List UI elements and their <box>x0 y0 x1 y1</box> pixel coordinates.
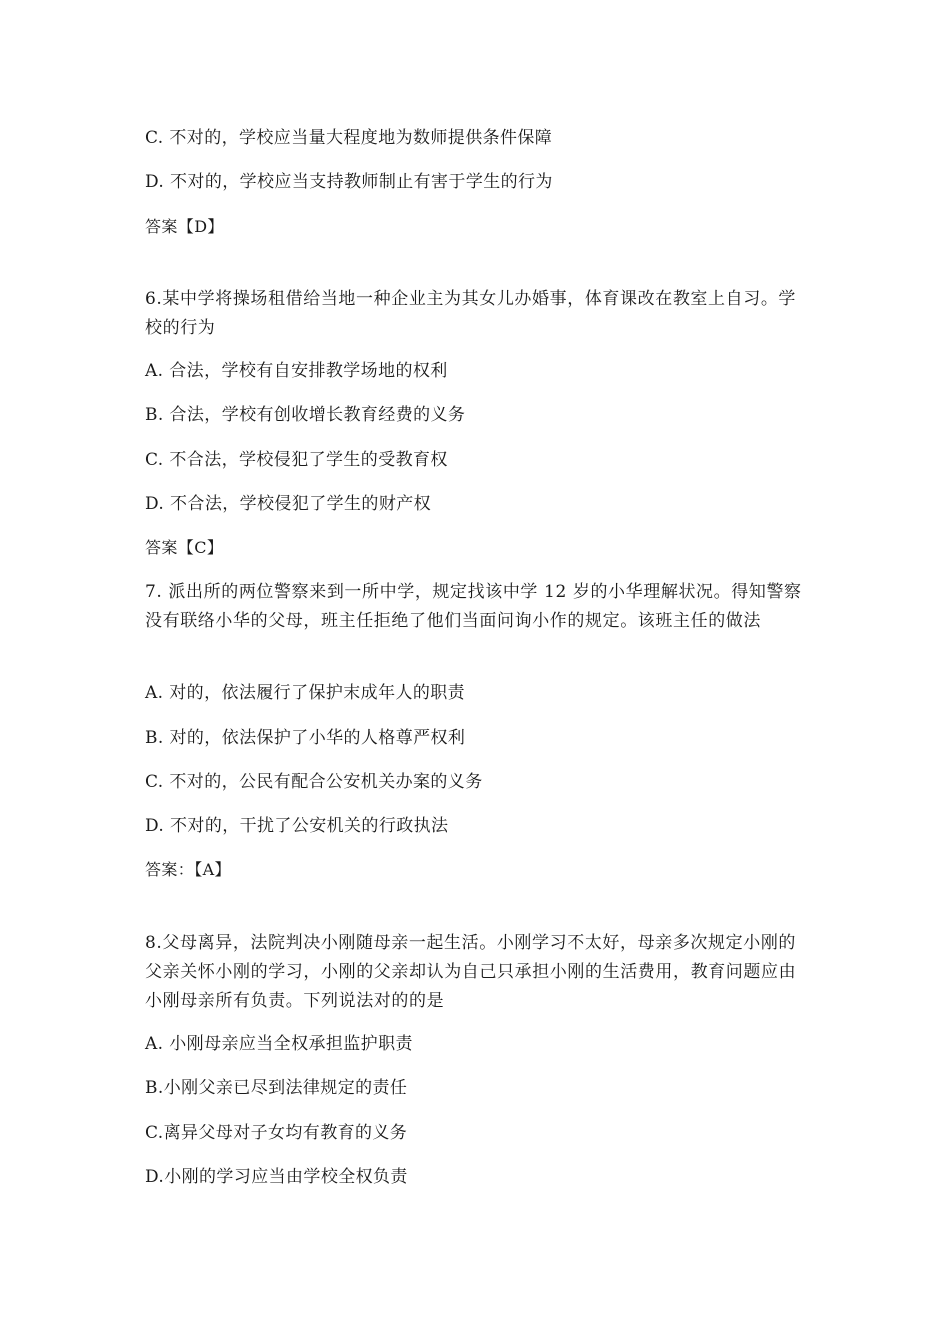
q5-option-c: C. 不对的，学校应当量大程度地为数师提供条件保障 <box>145 128 553 148</box>
q6-answer: 答案【C】 <box>145 538 224 557</box>
q6-option-a: A. 合法，学校有自安排教学场地的权利 <box>145 361 448 381</box>
q5-answer: 答案【D】 <box>145 217 224 236</box>
q8-stem: 8.父母离异，法院判决小刚随母亲一起生活。小刚学习不太好，母亲多次规定小刚的父亲关怀小刚的学习，小刚的父亲却认为自己只承担小刚的生活费用，教育问题应由小刚母亲所有负责。下列说法对的的是 <box>145 933 797 1011</box>
q6-stem: 6.某中学将操场租借给当地一种企业主为其女儿办婚事，体育课改在教室上自习。学校的行为 <box>145 289 797 338</box>
q7-option-d: D. 不对的，干扰了公安机关的行政执法 <box>145 816 449 836</box>
q8-option-d: D.小刚的学习应当由学校全权负责 <box>145 1167 408 1187</box>
q7-answer: 答案：【A】 <box>145 860 231 879</box>
q7-option-a: A. 对的，依法履行了保护末成年人的职责 <box>145 683 466 703</box>
q7-stem: 7. 派出所的两位警察来到一所中学，规定找该中学 12 岁的小华理解状况。得知警察没有联络小华的父母，班主任拒绝了他们当面问询小作的规定。该班主任的做法 <box>145 582 802 631</box>
q5-option-d: D. 不对的，学校应当支持教师制止有害于学生的行为 <box>145 172 553 192</box>
q6-option-b: B. 合法，学校有创收增长教育经费的义务 <box>145 405 466 425</box>
q6-option-d: D. 不合法，学校侵犯了学生的财产权 <box>145 494 432 514</box>
q7-option-c: C. 不对的，公民有配合公安机关办案的义务 <box>145 772 483 792</box>
q6-option-c: C. 不合法，学校侵犯了学生的受教育权 <box>145 450 448 470</box>
q7-option-b: B. 对的，依法保护了小华的人格尊严权利 <box>145 728 466 748</box>
q8-option-a: A. 小刚母亲应当全权承担监护职责 <box>145 1034 413 1054</box>
q8-option-c: C.离异父母对子女均有教育的义务 <box>145 1123 408 1143</box>
q8-option-b: B.小刚父亲已尽到法律规定的责任 <box>145 1078 408 1098</box>
